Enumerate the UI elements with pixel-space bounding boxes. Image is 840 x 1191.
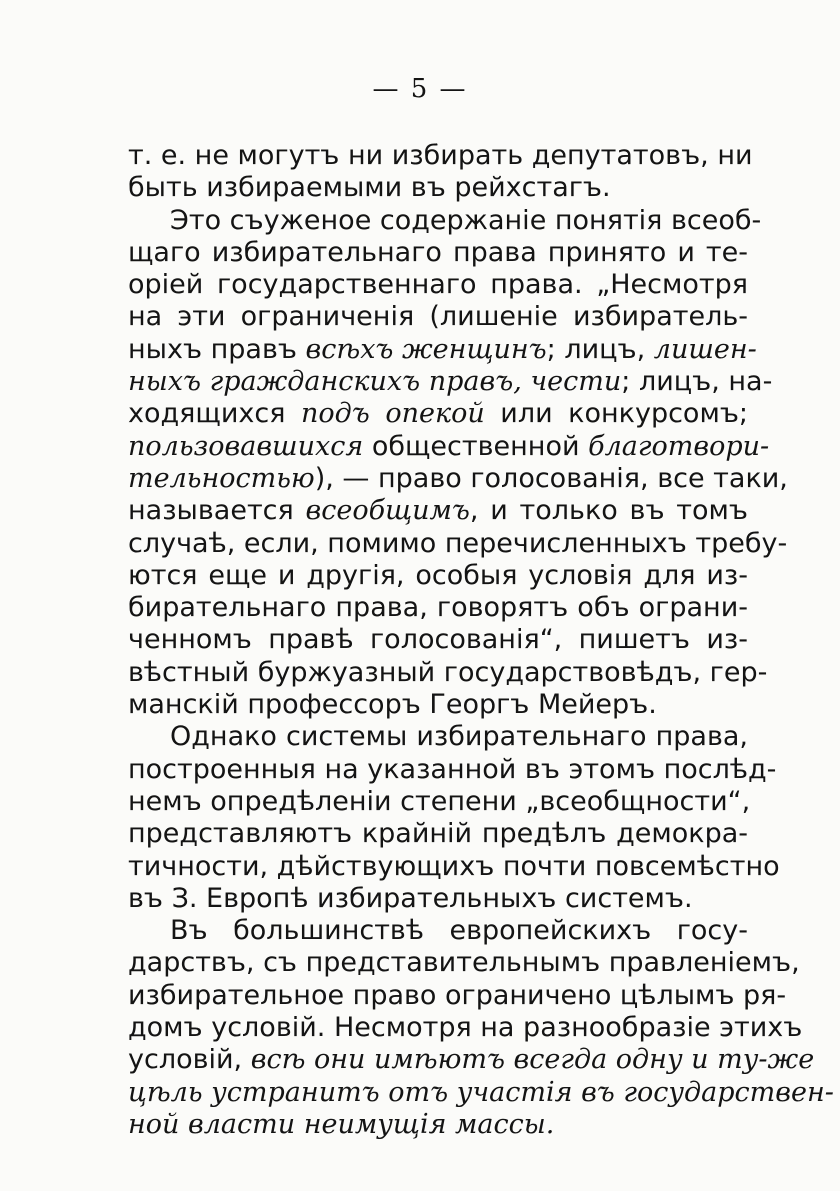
text-line xyxy=(128,462,788,495)
text-segment: тичности, дѣйствующихъ почти повсемѣстно xyxy=(128,850,780,882)
italic-text: всѣ они имѣютъ всегда одну и ту-же xyxy=(250,1044,815,1076)
page-number: — 5 — xyxy=(372,74,468,104)
text-line xyxy=(128,140,753,172)
text-line xyxy=(128,689,748,721)
text-line xyxy=(128,204,762,237)
text-line xyxy=(128,979,787,1012)
italic-text: подъ опекой xyxy=(301,398,485,430)
italic-text: ной власти неимущія массы. xyxy=(128,1108,555,1140)
text-line xyxy=(128,1109,748,1141)
text-segment: избирательное право ограничено цѣлымъ ря- xyxy=(128,979,787,1011)
text-segment: ются еще и другія, особыя условія для из- xyxy=(128,559,748,591)
text-line xyxy=(128,495,748,527)
italic-text: всеобщимъ xyxy=(305,495,470,527)
text-line xyxy=(128,947,800,979)
text-segment: ныхъ правъ xyxy=(128,333,306,365)
text-segment: ченномъ правѣ голосованія“, пишетъ из- xyxy=(128,624,748,656)
text-segment: Въ большинствѣ европейскихъ госу- xyxy=(170,915,748,947)
text-segment: щаго избирательнаго права принято и те- xyxy=(128,236,748,268)
text-segment: называется xyxy=(128,495,306,527)
text-line xyxy=(128,624,748,656)
text-line xyxy=(128,269,748,301)
text-line xyxy=(128,785,751,818)
text-line xyxy=(128,1076,834,1109)
text-segment: представляютъ крайній предѣлъ демокра- xyxy=(128,818,748,850)
text-line xyxy=(128,883,748,915)
text-line xyxy=(128,915,748,947)
text-segment: общественной xyxy=(363,430,589,462)
italic-text: благотвори- xyxy=(588,430,770,462)
text-line xyxy=(128,237,748,269)
text-segment: , и только въ томъ xyxy=(469,495,749,527)
text-line xyxy=(128,721,748,753)
text-segment: манскій профессоръ Георгъ Мейеръ. xyxy=(128,689,657,721)
text-line xyxy=(128,398,748,430)
text-line xyxy=(128,656,768,689)
text-line xyxy=(128,1044,815,1076)
text-segment: построенныя на указанной въ этомъ послѣд- xyxy=(128,753,777,785)
text-segment: ходящихся xyxy=(128,398,302,430)
text-line xyxy=(128,1012,803,1044)
italic-text: всѣхъ женщинъ xyxy=(305,333,547,365)
text-segment: оріей государственнаго права. „Несмотря xyxy=(128,269,748,301)
text-line xyxy=(128,560,748,592)
italic-text: ныхъ гражданскихъ правъ, чести xyxy=(128,366,622,398)
text-line xyxy=(128,753,777,786)
body-text xyxy=(128,140,834,1141)
text-line xyxy=(128,366,773,398)
text-segment: немъ опредѣленіи степени „всеобщности“, xyxy=(128,785,751,817)
text-segment: дарствъ, съ представительнымъ правленіемъ, xyxy=(128,947,800,979)
text-segment: домъ условій. Несмотря на разнообразіе этихъ xyxy=(128,1012,803,1044)
text-line xyxy=(128,818,748,850)
text-segment: или конкурсомъ; xyxy=(484,398,748,430)
text-segment: ), — право голосованія, все таки, xyxy=(314,462,788,494)
text-segment: вѣстный буржуазный государствовѣдъ, гер- xyxy=(128,656,768,688)
text-line xyxy=(128,592,748,624)
text-line xyxy=(128,430,770,463)
text-segment: случаѣ, если, помимо перечисленныхъ требу- xyxy=(128,527,788,559)
text-line xyxy=(128,527,788,560)
text-segment: ; лицъ, на- xyxy=(621,366,773,398)
text-segment: бирательнаго права, говорятъ объ ограни- xyxy=(128,592,748,624)
text-segment: т. е. не могутъ ни избирать депутатовъ, ни xyxy=(128,140,753,171)
text-line xyxy=(128,850,780,883)
text-segment: на эти ограниченія (лишеніе избиратель- xyxy=(128,301,748,333)
text-segment: быть избираемыми въ рейхстагъ. xyxy=(128,172,611,204)
text-line xyxy=(128,333,757,366)
text-line xyxy=(128,172,748,204)
italic-text: цѣль устранитъ отъ участія въ государствен- xyxy=(128,1076,834,1108)
italic-text: пользовавшихся xyxy=(128,430,364,462)
text-segment: Это съуженое содержаніе понятія всеоб- xyxy=(170,204,762,236)
text-segment: условій, xyxy=(128,1044,251,1076)
italic-text: лишен- xyxy=(653,333,757,365)
text-segment: въ З. Европѣ избирательныхъ системъ. xyxy=(128,882,693,914)
text-line xyxy=(128,301,748,333)
text-segment: ; лицъ, xyxy=(546,333,654,365)
text-segment: Однако системы избирательнаго права, xyxy=(170,721,748,753)
italic-text: тельностью xyxy=(128,462,315,494)
